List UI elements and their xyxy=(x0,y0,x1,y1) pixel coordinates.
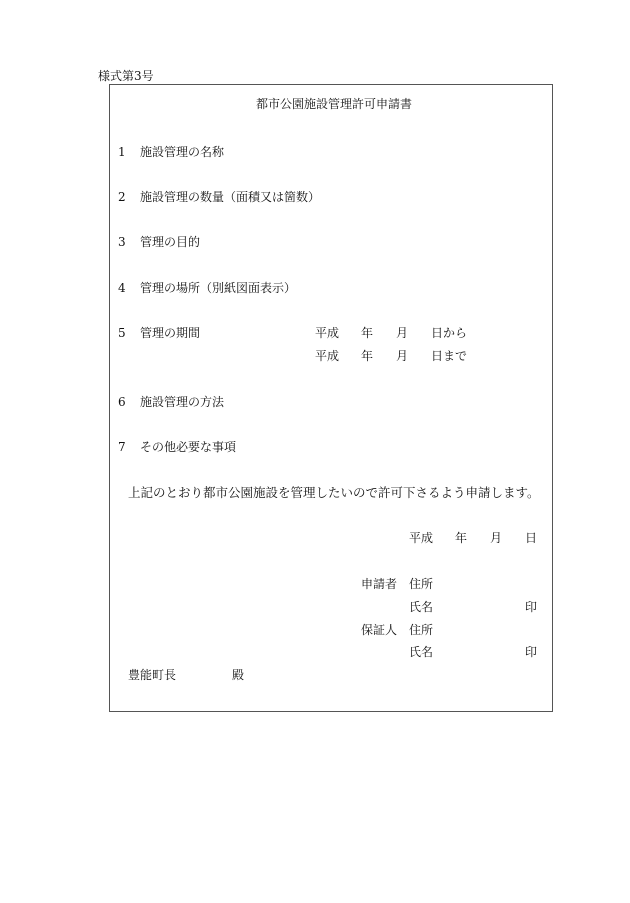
item-4-number: 4 xyxy=(118,281,126,295)
applicant-role: 申請者 xyxy=(361,577,398,591)
form-title: 都市公園施設管理許可申請書 xyxy=(256,97,413,111)
period-from-year: 年 xyxy=(361,326,374,340)
item-5-number: 5 xyxy=(118,326,126,340)
guarantor-seal: 印 xyxy=(525,645,538,659)
item-1-label: 施設管理の名称 xyxy=(140,145,225,159)
item-2-label: 施設管理の数量（面積又は箇数） xyxy=(140,190,321,204)
period-to-month: 月 xyxy=(396,349,409,363)
item-4-label: 管理の場所（別紙図面表示） xyxy=(140,281,297,295)
date-day: 日 xyxy=(525,531,538,545)
item-7-number: 7 xyxy=(118,440,126,454)
applicant-seal: 印 xyxy=(525,600,538,614)
guarantor-role: 保証人 xyxy=(361,623,398,637)
period-to-day: 日まで xyxy=(431,349,468,363)
period-to-era: 平成 xyxy=(315,349,340,363)
period-to-year: 年 xyxy=(361,349,374,363)
addressee-name: 豊能町長 xyxy=(128,668,177,682)
item-3-label: 管理の目的 xyxy=(140,235,201,249)
applicant-name-label: 氏名 xyxy=(409,600,434,614)
addressee-honorific: 殿 xyxy=(232,668,245,682)
guarantor-address-label: 住所 xyxy=(409,623,434,637)
application-statement: 上記のとおり都市公園施設を管理したいので許可下さるよう申請します。 xyxy=(128,485,540,500)
applicant-address-label: 住所 xyxy=(409,577,434,591)
item-1-number: 1 xyxy=(118,145,126,159)
period-from-day: 日から xyxy=(431,326,468,340)
period-from-era: 平成 xyxy=(315,326,340,340)
period-from-month: 月 xyxy=(396,326,409,340)
item-2-number: 2 xyxy=(118,190,126,204)
form-number: 様式第3号 xyxy=(98,69,154,83)
item-3-number: 3 xyxy=(118,235,126,249)
date-year: 年 xyxy=(455,531,468,545)
item-6-number: 6 xyxy=(118,395,126,409)
item-7-label: その他必要な事項 xyxy=(140,440,237,454)
guarantor-name-label: 氏名 xyxy=(409,645,434,659)
item-6-label: 施設管理の方法 xyxy=(140,395,225,409)
date-month: 月 xyxy=(490,531,503,545)
item-5-label: 管理の期間 xyxy=(140,326,201,340)
date-era: 平成 xyxy=(409,531,434,545)
